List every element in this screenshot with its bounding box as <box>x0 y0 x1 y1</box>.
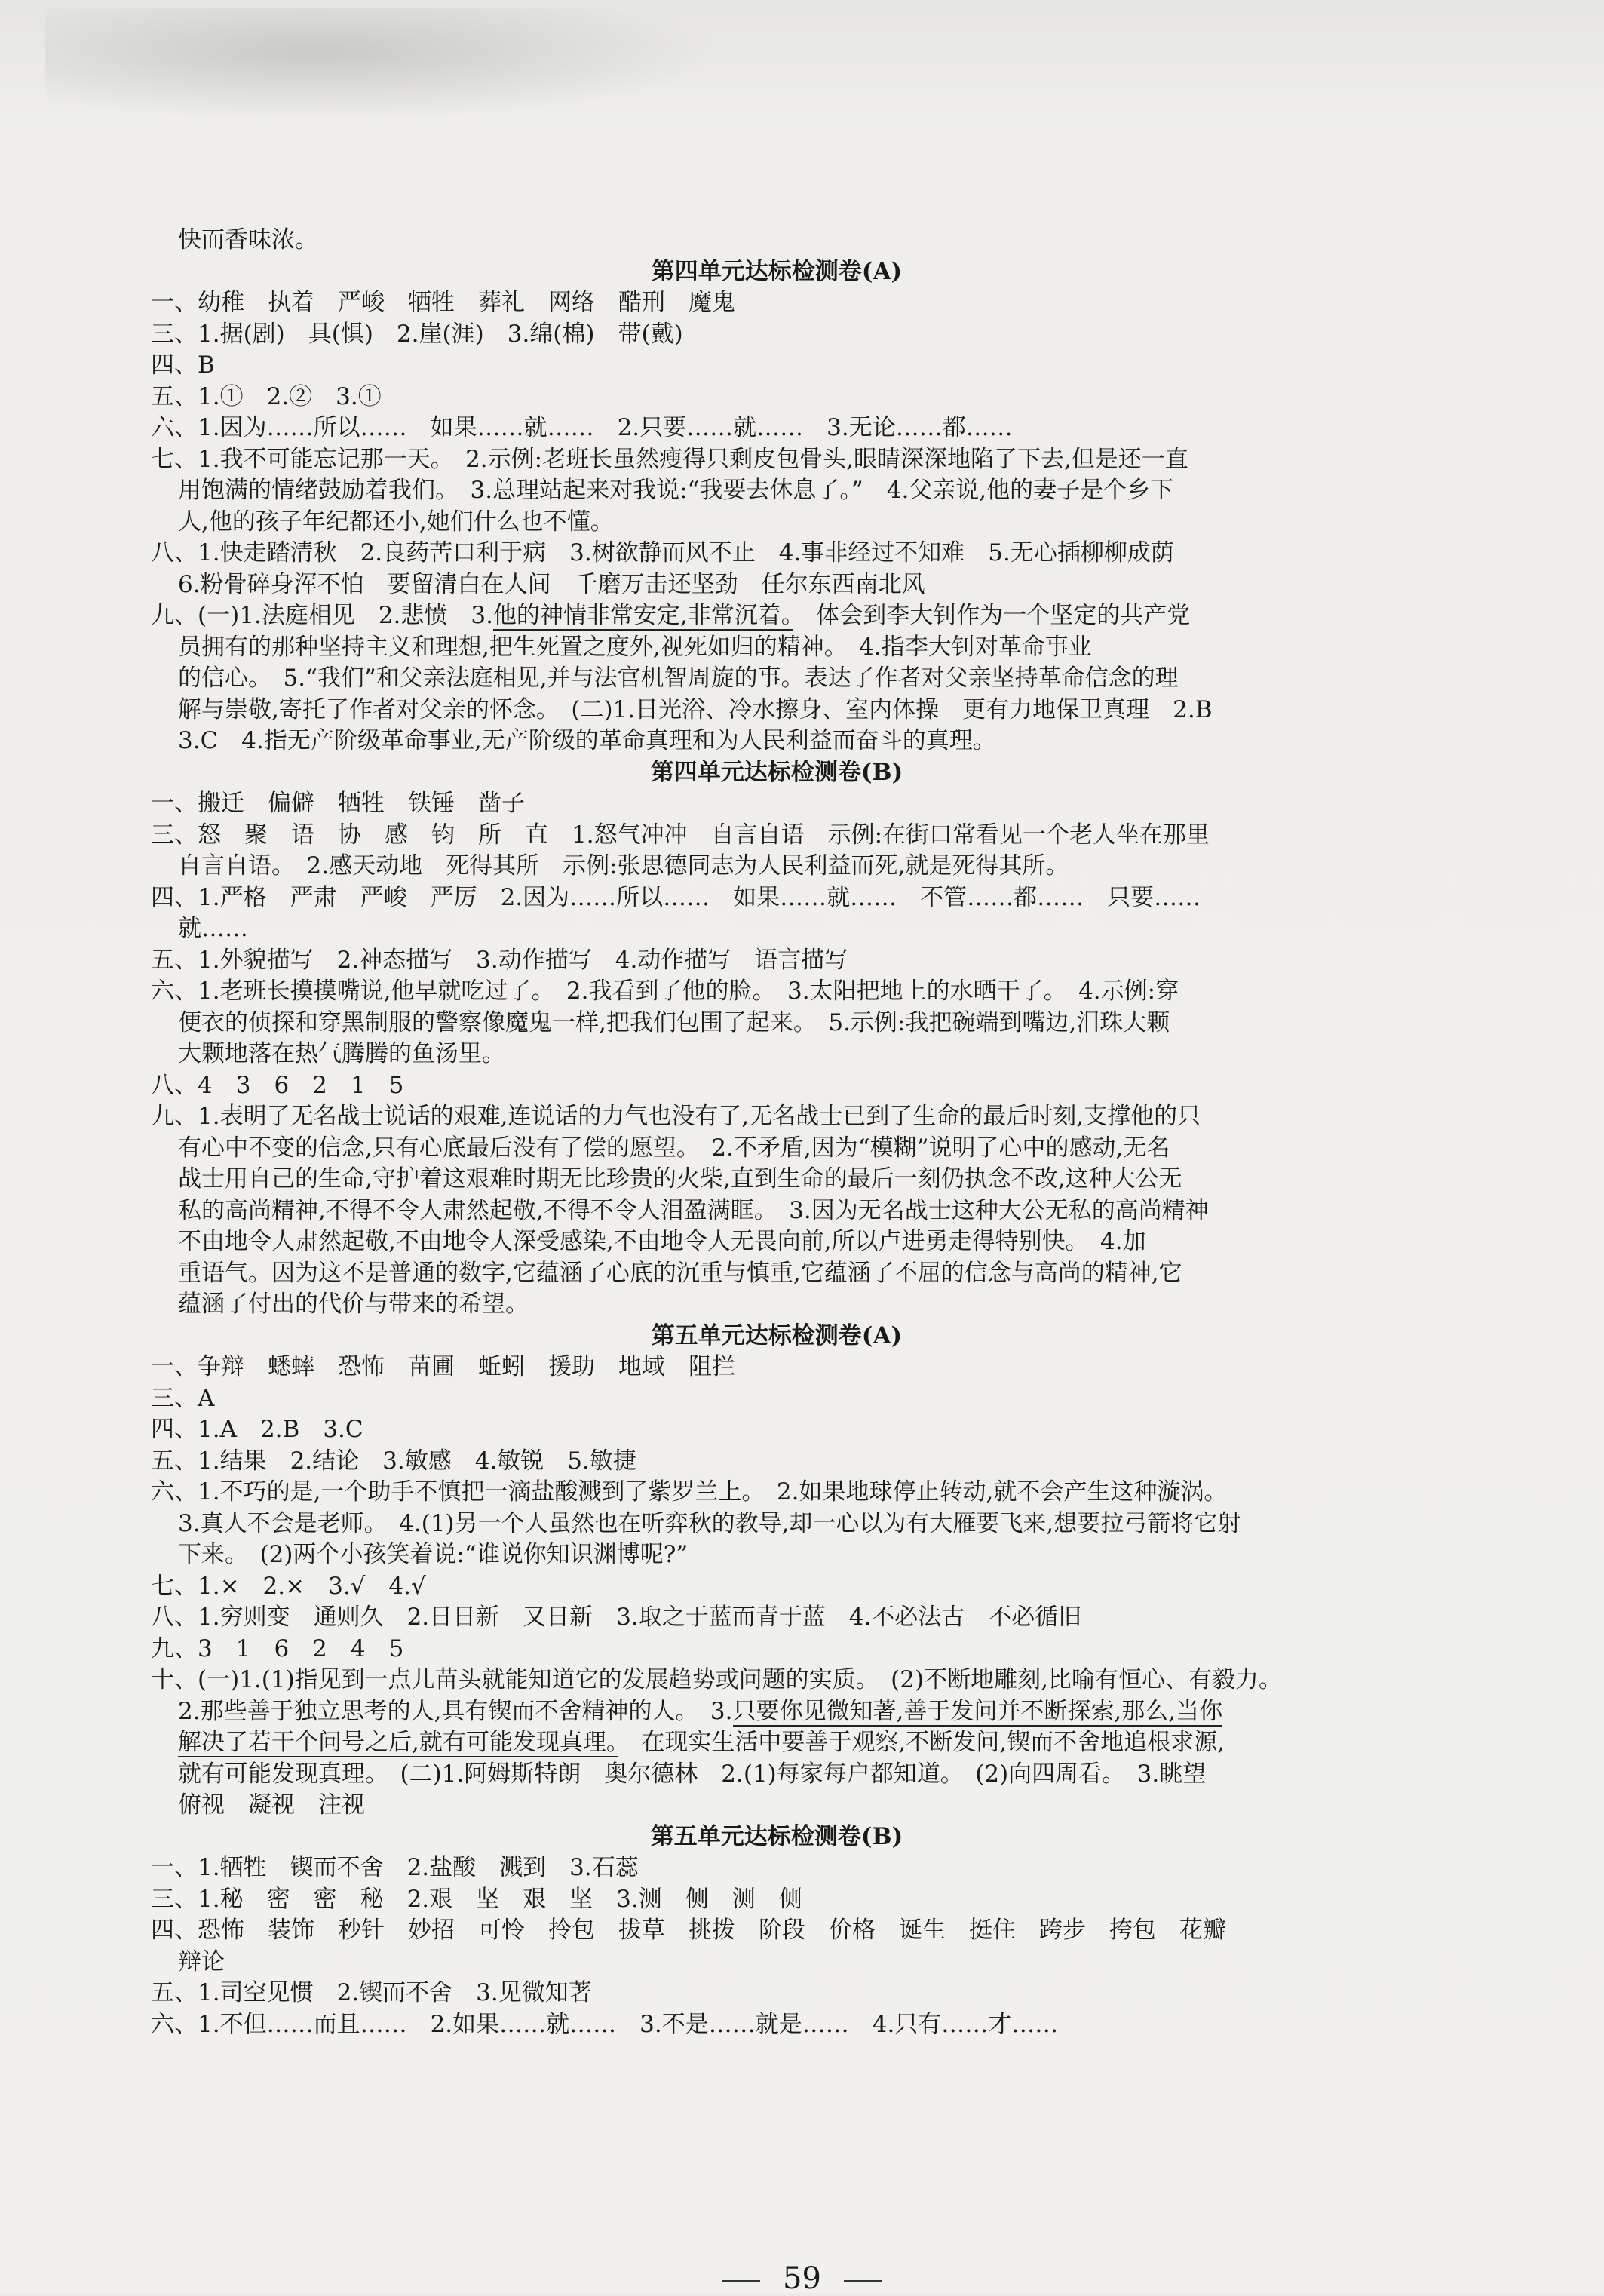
page-number: 59 <box>783 2261 821 2296</box>
answer-line <box>151 507 1403 539</box>
answer-line <box>151 632 1403 664</box>
answer-line <box>151 1696 1403 1728</box>
answer-line <box>151 1790 1403 1822</box>
answer-line <box>151 1571 1403 1603</box>
answer-line <box>151 1258 1403 1290</box>
answer-line <box>151 663 1403 695</box>
answer-line <box>151 1008 1403 1039</box>
answer-line <box>151 1039 1403 1070</box>
line-text: 第四单元达标检测卷(A) <box>651 257 903 285</box>
answer-text-block <box>151 225 1403 2040</box>
answer-line <box>151 350 1403 382</box>
answer-line <box>151 225 1403 256</box>
line-text: 员拥有的那种坚持主义和理想,把生死置之度外,视死如归的精神。 4.指李大钊对革命事业 <box>178 633 1092 661</box>
answer-line <box>151 1602 1403 1634</box>
line-text: 四、1.严格 严肃 严峻 严厉 2.因为……所以…… 如果……就…… 不管……都…… 只要…… <box>151 883 1201 911</box>
line-text: 五、1.外貌描写 2.神态描写 3.动作描写 4.动作描写 语言描写 <box>151 946 848 974</box>
answer-line <box>151 1196 1403 1227</box>
line-text: 第五单元达标检测卷(B) <box>650 1822 903 1850</box>
page-footer <box>0 2261 1604 2296</box>
answer-line <box>151 1383 1403 1415</box>
answer-line <box>151 1226 1403 1258</box>
answer-line <box>151 1133 1403 1165</box>
line-text: 八、1.快走踏清秋 2.良药苦口利于病 3.树欲静而风不止 4.事非经过不知难 5.无心插柳柳成荫 <box>151 539 1174 566</box>
line-text: 用饱满的情绪鼓励着我们。 3.总理站起来对我说:“我要去休息了。” 4.父亲说,他的妻子是个乡下 <box>178 477 1174 504</box>
line-text: 辩论 <box>178 1948 225 1975</box>
line-text: 六、1.不巧的是,一个助手不慎把一滴盐酸溅到了紫罗兰上。 2.如果地球停止转动,就不会产生这种漩涡。 <box>151 1478 1228 1506</box>
answer-line <box>151 1352 1403 1383</box>
line-text: 下来。 (2)两个小孩笑着说:“谁说你知识渊博呢?” <box>178 1541 689 1568</box>
line-text: 三、怒 聚 语 协 感 钧 所 直 1.怒气冲冲 自言自语 示例:在街口常看见一个老人坐在那里 <box>151 821 1210 849</box>
answer-line <box>151 1070 1403 1102</box>
line-text: 三、A <box>151 1384 215 1412</box>
line-text: 九、(一)1.法庭相见 2.悲愤 3. <box>151 602 493 629</box>
line-text: 七、1.我不可能忘记那一天。 2.示例:老班长虽然瘦得只剩皮包骨头,眼睛深深地陷了下去,但是还一直 <box>151 445 1188 473</box>
answer-line <box>151 538 1403 569</box>
line-text: 大颗地落在热气腾腾的鱼汤里。 <box>178 1040 505 1067</box>
answer-line <box>151 1164 1403 1196</box>
answer-line <box>151 882 1403 914</box>
line-text-tail: 体会到李大钊作为一个坚定的共产党 <box>793 602 1191 629</box>
line-text: 6.粉骨碎身浑不怕 要留清白在人间 千磨万击还坚劲 任尔东西南北风 <box>178 570 925 598</box>
line-text: 一、幼稚 执着 严峻 牺牲 葬礼 网络 酷刑 魔鬼 <box>151 289 735 316</box>
line-text: 五、1.结果 2.结论 3.敏感 4.敏锐 5.敏捷 <box>151 1447 636 1475</box>
answer-line <box>151 2009 1403 2041</box>
answer-line <box>151 569 1403 601</box>
answer-line <box>151 475 1403 507</box>
underlined-text: 解决了若干个问号之后,就有可能发现真理。 <box>178 1729 618 1756</box>
line-text: 不由地令人肃然起敬,不由地令人深受感染,不由地令人无畏向前,所以卢进勇走得特别快。 4.加 <box>178 1228 1146 1255</box>
scan-smudge <box>45 8 724 121</box>
answer-line <box>151 913 1403 945</box>
line-text: 六、1.因为……所以…… 如果……就…… 2.只要……就…… 3.无论……都…… <box>151 414 1013 441</box>
section-title <box>151 757 1403 789</box>
line-text: 十、(一)1.(1)指见到一点儿苗头就能知道它的发展趋势或问题的实质。 (2)不断地雕刻,比喻有恒心、有毅力。 <box>151 1666 1282 1693</box>
answer-line <box>151 1947 1403 1978</box>
dash-right <box>844 2280 882 2282</box>
line-text: 解与崇敬,寄托了作者对父亲的怀念。 (二)1.日光浴、冷水擦身、室内体操 更有力地保卫真理 2.B <box>178 695 1213 723</box>
line-text: 就有可能发现真理。 (二)1.阿姆斯特朗 奥尔德林 2.(1)每家每户都知道。 (2)向四周看。 3.眺望 <box>178 1760 1207 1788</box>
line-text: 有心中不变的信念,只有心底最后没有了偿的愿望。 2.不矛盾,因为“模糊”说明了心中的感动,无名 <box>178 1134 1170 1162</box>
answer-line <box>151 319 1403 351</box>
line-text: 三、1.据(剧) 具(惧) 2.崖(涯) 3.绵(棉) 带(戴) <box>151 320 683 348</box>
answer-line <box>151 1665 1403 1696</box>
line-text: 五、1.① 2.② 3.① <box>151 382 382 410</box>
line-text: 四、恐怖 装饰 秒针 妙招 可怜 拎包 拔草 挑拨 阶段 价格 诞生 挺住 跨步 挎包 花瓣 <box>151 1917 1226 1944</box>
answer-line <box>151 976 1403 1008</box>
answer-line <box>151 1414 1403 1446</box>
dash-left <box>722 2280 760 2282</box>
answer-line <box>151 444 1403 476</box>
line-text: 七、1.× 2.× 3.√ 4.√ <box>151 1572 426 1600</box>
line-text-tail: 在现实生活中要善于观察,不断发问,锲而不舍地追根求源, <box>618 1729 1225 1756</box>
line-text: 第五单元达标检测卷(A) <box>651 1321 903 1349</box>
line-text: 一、争辩 蟋蟀 恐怖 苗圃 蚯蚓 援助 地域 阻拦 <box>151 1353 735 1380</box>
line-text: 六、1.老班长摸摸嘴说,他早就吃过了。 2.我看到了他的脸。 3.太阳把地上的水晒干了。 4.示例:穿 <box>151 978 1179 1005</box>
line-text: 八、1.穷则变 通则久 2.日日新 又日新 3.取之于蓝而青于蓝 4.不必法古 不必循旧 <box>151 1604 1082 1631</box>
line-text: 八、4 3 6 2 1 5 <box>151 1071 404 1099</box>
answer-line <box>151 1539 1403 1571</box>
answer-line <box>151 1759 1403 1791</box>
answer-line <box>151 1101 1403 1133</box>
line-text: 快而香味浓。 <box>178 226 318 253</box>
line-text: 蕴涵了付出的代价与带来的希望。 <box>178 1291 529 1318</box>
line-text: 六、1.不但……而且…… 2.如果……就…… 3.不是……就是…… 4.只有……才…… <box>151 2010 1059 2038</box>
line-text: 九、1.表明了无名战士说话的艰难,连说话的力气也没有了,无名战士已到了生命的最后时刻,支撑他的只 <box>151 1103 1201 1130</box>
answer-line <box>151 1884 1403 1916</box>
answer-line <box>151 820 1403 852</box>
line-text: 五、1.司空见惯 2.锲而不舍 3.见微知著 <box>151 1979 592 2006</box>
line-text: 重语气。因为这不是普通的数字,它蕴涵了心底的沉重与慎重,它蕴涵了不屈的信念与高尚的精神,它 <box>178 1259 1182 1287</box>
line-text: 便衣的侦探和穿黑制服的警察像魔鬼一样,把我们包围了起来。 5.示例:我把碗端到嘴边,泪珠大颗 <box>178 1008 1170 1036</box>
section-title <box>151 1321 1403 1352</box>
answer-line <box>151 1852 1403 1884</box>
answer-line <box>151 1289 1403 1321</box>
answer-line <box>151 695 1403 726</box>
answer-line <box>151 1634 1403 1665</box>
line-text: 四、1.A 2.B 3.C <box>151 1416 363 1443</box>
answer-line <box>151 945 1403 977</box>
section-title <box>151 1822 1403 1853</box>
line-text: 第四单元达标检测卷(B) <box>650 758 903 786</box>
answer-line <box>151 1446 1403 1478</box>
answer-line <box>151 600 1403 632</box>
answer-line <box>151 851 1403 882</box>
line-text: 九、3 1 6 2 4 5 <box>151 1635 404 1662</box>
line-text: 俯视 凝视 注视 <box>178 1791 365 1819</box>
line-text: 人,他的孩子年纪都还小,她们什么也不懂。 <box>178 508 614 536</box>
answer-line <box>151 287 1403 319</box>
line-text: 私的高尚精神,不得不令人肃然起敬,不得不令人泪盈满眶。 3.因为无名战士这种大公无私的高尚精神 <box>178 1196 1209 1224</box>
line-text: 一、搬迁 偏僻 牺牲 铁锤 凿子 <box>151 790 525 817</box>
line-text: 三、1.秘 密 密 秘 2.艰 坚 艰 坚 3.测 侧 测 侧 <box>151 1885 802 1913</box>
answer-line <box>151 382 1403 413</box>
answer-line <box>151 1978 1403 2009</box>
answer-line <box>151 1915 1403 1947</box>
answer-line <box>151 788 1403 820</box>
answer-line <box>151 1509 1403 1540</box>
line-text: 一、1.牺牲 锲而不舍 2.盐酸 溅到 3.石蕊 <box>151 1854 639 1881</box>
line-text: 四、B <box>151 351 215 379</box>
line-text: 2.那些善于独立思考的人,具有锲而不舍精神的人。 3. <box>178 1697 733 1725</box>
line-text: 的信心。 5.“我们”和父亲法庭相见,并与法官机智周旋的事。表达了作者对父亲坚持革命信念的理 <box>178 665 1179 692</box>
section-title <box>151 256 1403 288</box>
answer-line <box>151 726 1403 757</box>
line-text: 就…… <box>178 915 248 942</box>
line-text: 3.真人不会是老师。 4.(1)另一个人虽然也在听弈秋的教导,却一心以为有大雁要飞来,想要拉弓箭将它射 <box>178 1509 1241 1537</box>
answer-line <box>151 1727 1403 1759</box>
answer-line <box>151 413 1403 444</box>
line-text: 3.C 4.指无产阶级革命事业,无产阶级的革命真理和为人民利益而奋斗的真理。 <box>178 727 996 754</box>
underlined-text: 他的神情非常安定,非常沉着。 <box>492 602 793 629</box>
answer-line <box>151 1477 1403 1509</box>
line-text: 自言自语。 2.感天动地 死得其所 示例:张思德同志为人民利益而死,就是死得其所。 <box>178 852 1069 879</box>
underlined-text: 只要你见微知著,善于发问并不断探索,那么,当你 <box>732 1697 1223 1725</box>
line-text: 战士用自己的生命,守护着这艰难时期无比珍贵的火柴,直到生命的最后一刻仍执念不改,这种大公无 <box>178 1165 1182 1193</box>
